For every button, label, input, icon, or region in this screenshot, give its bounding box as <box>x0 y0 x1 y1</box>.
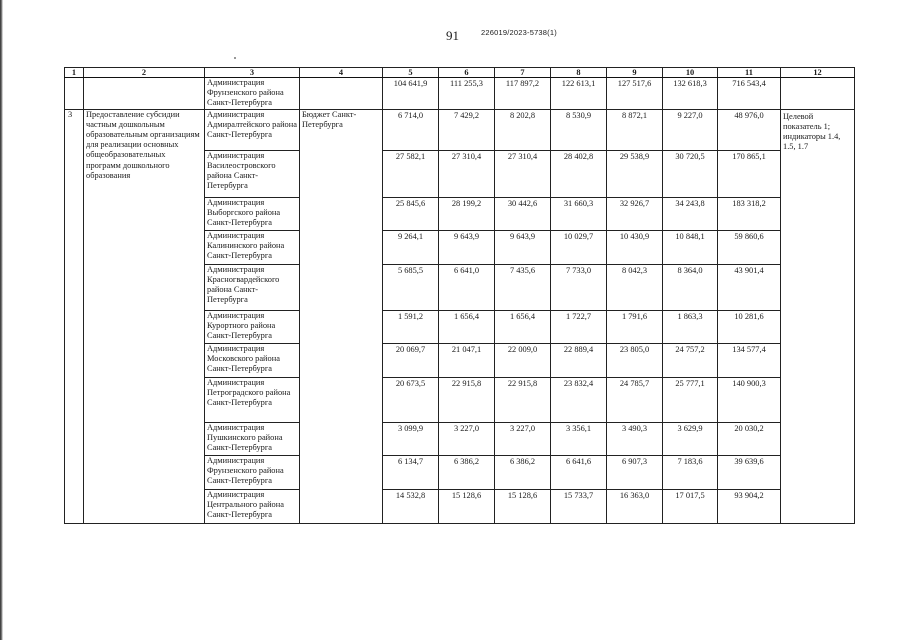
value-cell: 122 613,1 <box>551 78 607 110</box>
value-cell: 6 907,3 <box>607 455 663 489</box>
value-cell: 6 386,2 <box>495 455 551 489</box>
col-header-7: 7 <box>495 68 551 78</box>
budget-table <box>64 67 855 524</box>
value-cell: 29 538,9 <box>607 150 663 197</box>
value-cell: 22 915,8 <box>495 377 551 422</box>
value-cell: 30 442,6 <box>495 197 551 230</box>
value-cell: 1 863,3 <box>663 310 718 343</box>
total-cell: 10 281,6 <box>718 310 781 343</box>
value-cell: 8 872,1 <box>607 109 663 150</box>
value-cell: 23 832,4 <box>551 377 607 422</box>
total-cell: 59 860,6 <box>718 230 781 264</box>
value-cell: 6 386,2 <box>439 455 495 489</box>
value-cell: 23 805,0 <box>607 343 663 377</box>
value-cell: 7 435,6 <box>495 264 551 310</box>
value-cell: 14 532,8 <box>383 489 439 523</box>
col-header-10: 10 <box>663 68 718 78</box>
col-header-6: 6 <box>439 68 495 78</box>
value-cell: 3 227,0 <box>495 422 551 455</box>
value-cell: 22 915,8 <box>439 377 495 422</box>
value-cell: 7 183,6 <box>663 455 718 489</box>
value-cell: 15 128,6 <box>439 489 495 523</box>
value-cell: 117 897,2 <box>495 78 551 110</box>
value-cell: 25 845,6 <box>383 197 439 230</box>
value-cell: 27 582,1 <box>383 150 439 197</box>
value-cell: 27 310,4 <box>439 150 495 197</box>
page-number: 91 <box>446 28 459 43</box>
indicator-cell: Целевой показатель 1; индикаторы 1.4, 1.5, 1.7 <box>781 109 855 523</box>
admin-cell: Администрация Василеостровского района Санкт-Петербурга <box>205 150 300 197</box>
value-cell: 9 643,9 <box>495 230 551 264</box>
value-cell: 30 720,5 <box>663 150 718 197</box>
col-header-11: 11 <box>718 68 781 78</box>
total-cell: 170 865,1 <box>718 150 781 197</box>
value-cell: 8 364,0 <box>663 264 718 310</box>
value-cell: 5 685,5 <box>383 264 439 310</box>
value-cell: 8 530,9 <box>551 109 607 150</box>
admin-cell: Администрация Фрунзенского района Санкт-Петербурга <box>205 78 300 110</box>
total-cell: 183 318,2 <box>718 197 781 230</box>
item-number: 3 <box>65 109 84 523</box>
value-cell: 3 227,0 <box>439 422 495 455</box>
value-cell: 34 243,8 <box>663 197 718 230</box>
value-cell: 15 128,6 <box>495 489 551 523</box>
value-cell: 6 714,0 <box>383 109 439 150</box>
col-header-4: 4 <box>300 68 383 78</box>
table-row <box>65 109 855 150</box>
total-cell: 48 976,0 <box>718 109 781 150</box>
value-cell: 24 757,2 <box>663 343 718 377</box>
value-cell: 24 785,7 <box>607 377 663 422</box>
value-cell: 28 402,8 <box>551 150 607 197</box>
scan-speck <box>234 57 236 59</box>
value-cell: 20 673,5 <box>383 377 439 422</box>
document-id: 226019/2023-5738(1) <box>481 28 557 37</box>
col-header-9: 9 <box>607 68 663 78</box>
total-cell: 140 900,3 <box>718 377 781 422</box>
admin-cell: Администрация Фрунзенского района Санкт-Петербурга <box>205 455 300 489</box>
measure-name: Предоставление субсидии частным дошкольным образовательным организациям для реализации основных общеобразовательных программ дошкольного образования <box>84 109 205 523</box>
value-cell: 6 134,7 <box>383 455 439 489</box>
value-cell: 17 017,5 <box>663 489 718 523</box>
value-cell: 3 356,1 <box>551 422 607 455</box>
value-cell: 9 264,1 <box>383 230 439 264</box>
value-cell: 7 429,2 <box>439 109 495 150</box>
col-header-5: 5 <box>383 68 439 78</box>
value-cell: 22 009,0 <box>495 343 551 377</box>
value-cell: 10 430,9 <box>607 230 663 264</box>
value-cell: 15 733,7 <box>551 489 607 523</box>
col-header-1: 1 <box>65 68 84 78</box>
admin-cell: Администрация Калининского района Санкт-Петербурга <box>205 230 300 264</box>
value-cell: 6 641,0 <box>439 264 495 310</box>
admin-cell: Администрация Петроградского района Санкт-Петербурга <box>205 377 300 422</box>
value-cell: 9 227,0 <box>663 109 718 150</box>
value-cell: 28 199,2 <box>439 197 495 230</box>
value-cell: 9 643,9 <box>439 230 495 264</box>
admin-cell: Администрация Адмиралтейского района Санкт-Петербурга <box>205 109 300 150</box>
total-cell: 39 639,6 <box>718 455 781 489</box>
value-cell: 10 848,1 <box>663 230 718 264</box>
value-cell: 7 733,0 <box>551 264 607 310</box>
admin-cell: Администрация Центрального района Санкт-Петербурга <box>205 489 300 523</box>
value-cell: 3 490,3 <box>607 422 663 455</box>
admin-cell: Администрация Красногвардейского района Санкт-Петербурга <box>205 264 300 310</box>
value-cell: 1 791,6 <box>607 310 663 343</box>
total-cell: 20 030,2 <box>718 422 781 455</box>
value-cell: 8 042,3 <box>607 264 663 310</box>
value-cell: 27 310,4 <box>495 150 551 197</box>
header-row <box>65 68 855 78</box>
col-header-3: 3 <box>205 68 300 78</box>
admin-cell: Администрация Московского района Санкт-Петербурга <box>205 343 300 377</box>
total-cell: 134 577,4 <box>718 343 781 377</box>
value-cell: 8 202,8 <box>495 109 551 150</box>
value-cell: 3 099,9 <box>383 422 439 455</box>
admin-cell: Администрация Выборгского района Санкт-Петербурга <box>205 197 300 230</box>
value-cell: 1 656,4 <box>495 310 551 343</box>
value-cell: 3 629,9 <box>663 422 718 455</box>
value-cell: 21 047,1 <box>439 343 495 377</box>
value-cell: 32 926,7 <box>607 197 663 230</box>
value-cell: 20 069,7 <box>383 343 439 377</box>
col-header-8: 8 <box>551 68 607 78</box>
value-cell: 1 591,2 <box>383 310 439 343</box>
value-cell: 25 777,1 <box>663 377 718 422</box>
value-cell: 6 641,6 <box>551 455 607 489</box>
funding-source: Бюджет Санкт-Петербурга <box>300 109 383 523</box>
total-cell: 43 901,4 <box>718 264 781 310</box>
col-header-12: 12 <box>781 68 855 78</box>
value-cell: 1 722,7 <box>551 310 607 343</box>
value-cell: 22 889,4 <box>551 343 607 377</box>
binder-edge <box>0 0 3 640</box>
value-cell: 127 517,6 <box>607 78 663 110</box>
value-cell: 16 363,0 <box>607 489 663 523</box>
value-cell: 10 029,7 <box>551 230 607 264</box>
total-cell: 716 543,4 <box>718 78 781 110</box>
admin-cell: Администрация Пушкинского района Санкт-Петербурга <box>205 422 300 455</box>
value-cell: 132 618,3 <box>663 78 718 110</box>
value-cell: 111 255,3 <box>439 78 495 110</box>
value-cell: 31 660,3 <box>551 197 607 230</box>
value-cell: 1 656,4 <box>439 310 495 343</box>
table-row-continuation <box>65 78 855 110</box>
value-cell: 104 641,9 <box>383 78 439 110</box>
col-header-2: 2 <box>84 68 205 78</box>
total-cell: 93 904,2 <box>718 489 781 523</box>
admin-cell: Администрация Курортного района Санкт-Петербурга <box>205 310 300 343</box>
